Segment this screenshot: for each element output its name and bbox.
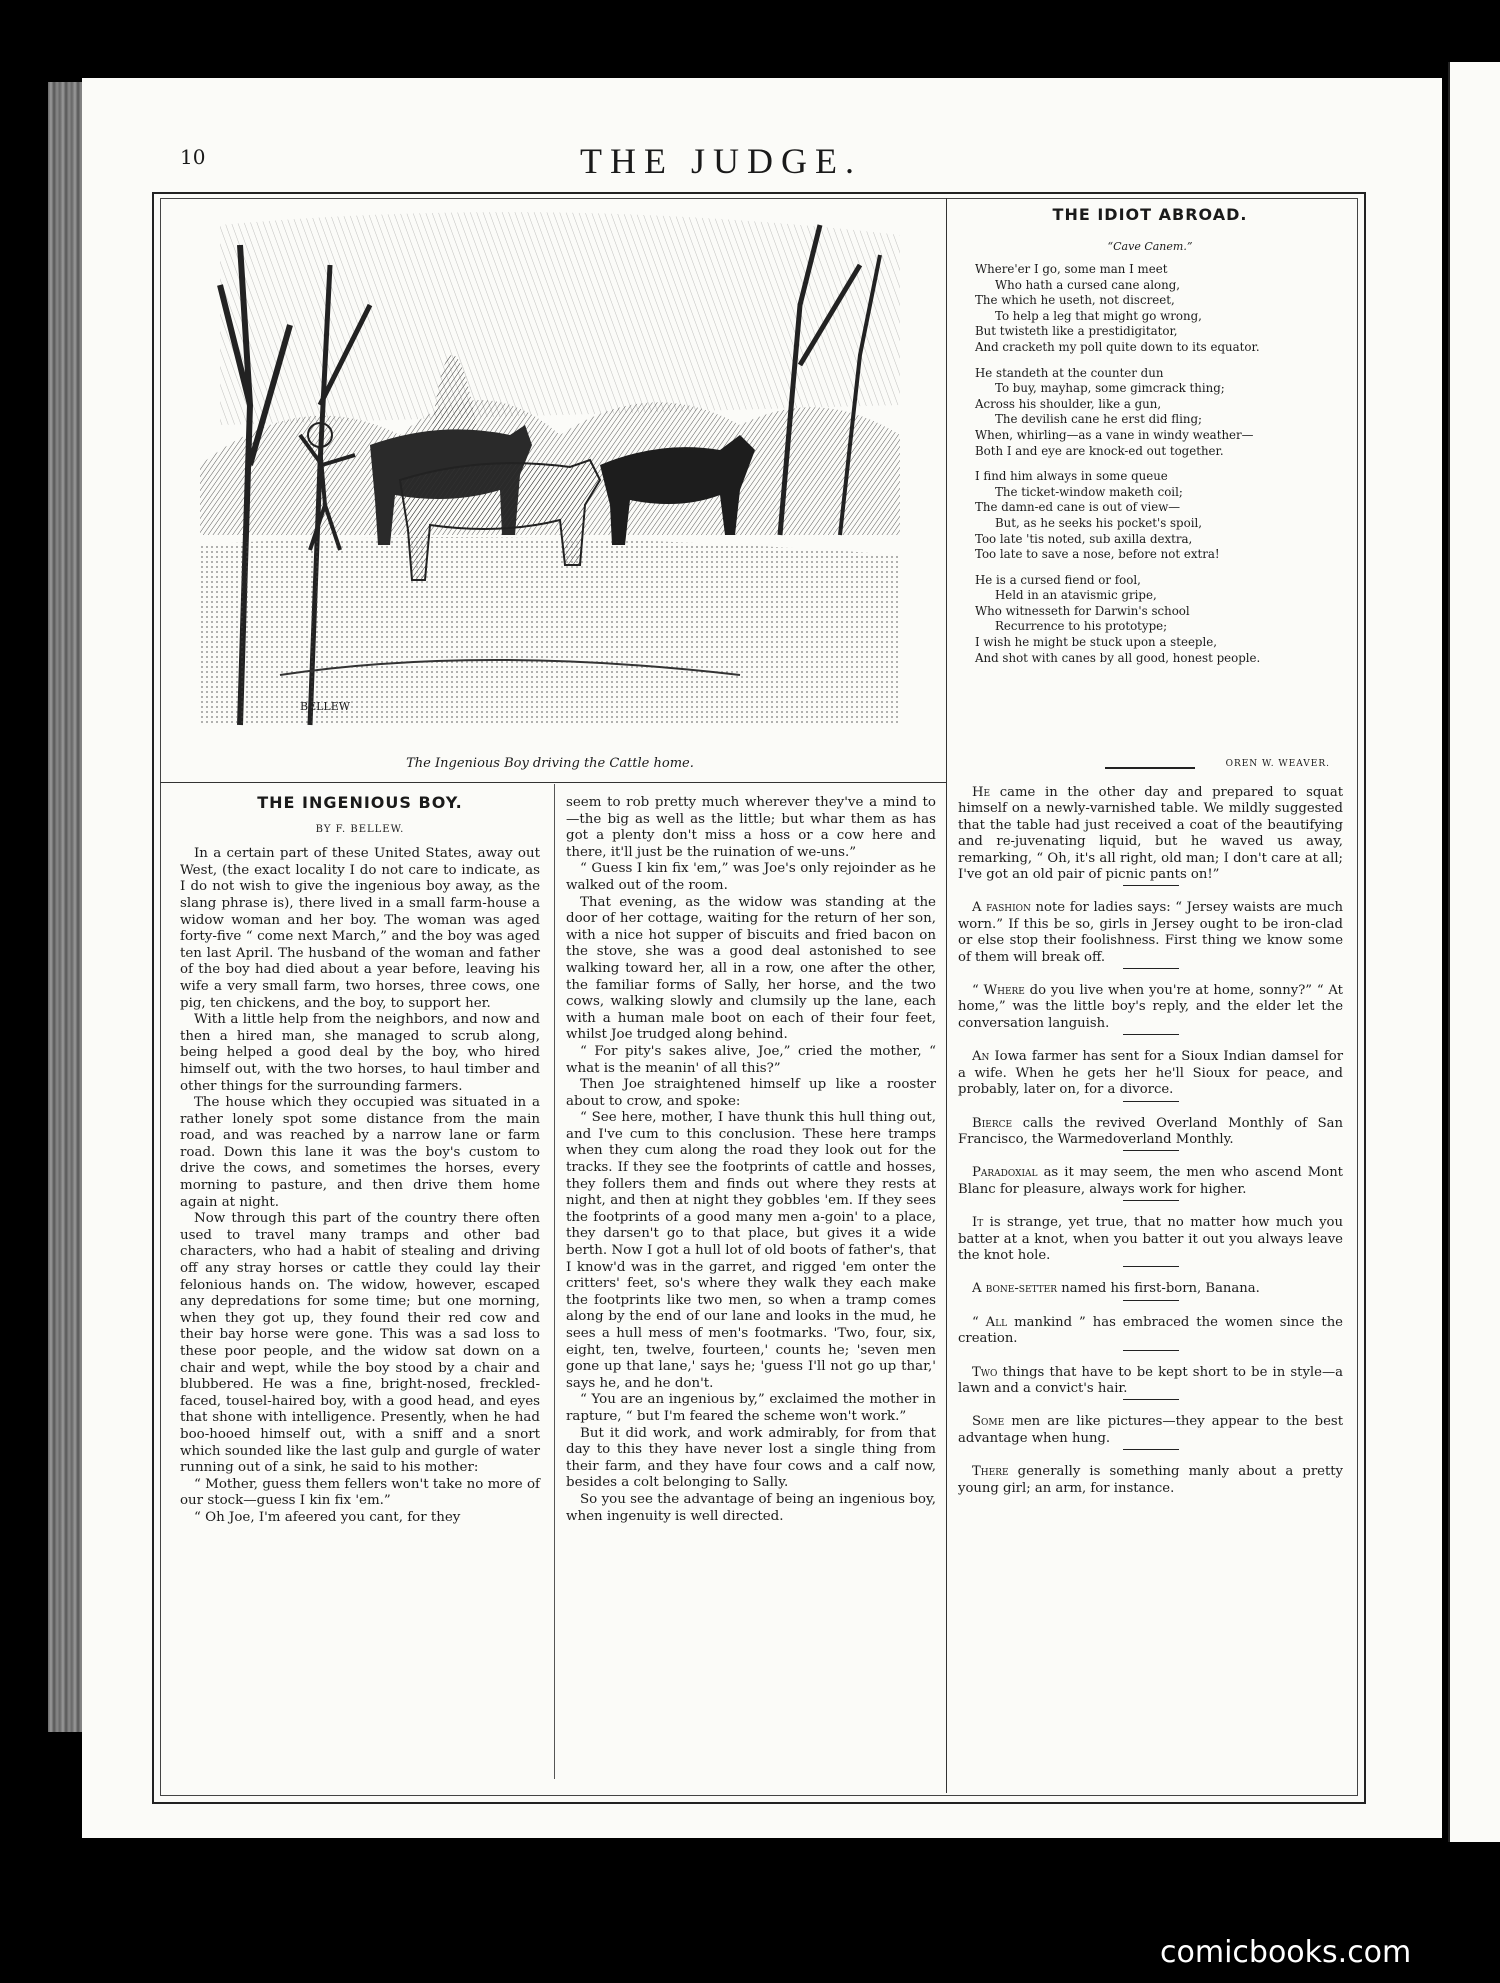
short-paragraph: A fashion note for ladies says: “ Jersey waists are much worn.” If this be so, girls in Jersey ought to be iron-clad or else stop their foolishness. First thing we know some of them will break off.	[958, 900, 1343, 965]
poem-stanza	[975, 573, 1335, 667]
poem-line: Who hath a cursed cane along,	[995, 277, 1181, 292]
story-paragraph: Now through this part of the country there often used to travel many tramps and other bad characters, who had a habit of stealing and driving off any stray horses or cattle they could lay their felonious hands on. The widow, however, escaped any depredations for some time; but one morning, when they got up, they found their red cow and their bay horse were gone. This was a sad loss to these poor people, and the widow sat down on a chair and wept, while the boy stood by a chair and blubbered. He was a fine, bright-nosed, freckled-faced, tousel-haired boy, with a good head, and eyes that shone with intelligence. Presently, when he had boo-hooed himself out, with a sniff and a snort which sounded like the last gulp and gurgle of water running out of a sink, he said to his mother:	[180, 1211, 540, 1476]
poem-line: I wish he might be stuck upon a steeple,	[975, 635, 1217, 650]
poem-line: Too late 'tis noted, sub axilla dextra,	[975, 531, 1193, 546]
story-paragraph: “ For pity's sakes alive, Joe,” cried the mother, “ what is the meanin' of all this?”	[566, 1043, 936, 1076]
short-paragraph: There generally is something manly about a pretty young girl; an arm, for instance.	[958, 1464, 1343, 1496]
item-separator	[1123, 885, 1179, 886]
illustration-bottom-rule	[160, 782, 946, 783]
story-paragraph: “ Oh Joe, I'm afeered you cant, for they	[194, 1509, 461, 1525]
poem-stanza	[975, 366, 1335, 460]
poem-line: But, as he seeks his pocket's spoil,	[995, 515, 1202, 530]
short-paragraph: “ Where do you live when you're at home, sonny?” “ At home,” was the little boy's reply, and the elder let the conversation languish.	[958, 983, 1343, 1031]
story-paragraph: Then Joe straightened himself up like a rooster about to crow, and spoke:	[566, 1077, 936, 1109]
poem-author: OREN W. WEAVER.	[1225, 759, 1330, 769]
poem-line: To help a leg that might go wrong,	[995, 308, 1202, 323]
ingenious-boy-byline: BY F. BELLEW.	[315, 823, 405, 835]
short-paragraph: “ All mankind ” has embraced the women since the creation.	[958, 1314, 1343, 1347]
story-paragraph: seem to rob pretty much wherever they've a mind to—the big as well as the little; but whar them as has got a plenty don't miss a hoss or a cow here and there, it'll just be the ruination of we-uns.”	[566, 795, 936, 860]
poem-line: But twisteth like a prestidigitator,	[975, 324, 1178, 339]
story-paragraph: The house which they occupied was situated in a rather lonely spot some distance from the main road, and was reached by a narrow lane or farm road. Down this lane it was the boy's custom to drive the cows, and sometimes the horses, every morning to pasture, and then drive them home again at night.	[180, 1095, 540, 1210]
poem-line: When, whirling—as a vane in windy weather—	[975, 427, 1254, 442]
illustration-caption: The Ingenious Boy driving the Cattle home.	[406, 756, 694, 771]
ingenious-boy-column-1	[180, 795, 540, 1527]
poem-stanza	[975, 469, 1335, 563]
item-separator	[1123, 1449, 1179, 1450]
next-page-edge	[1448, 62, 1500, 1842]
short-paragraph: Paradoxial as it may seem, the men who ascend Mont Blanc for pleasure, always work for higher.	[958, 1165, 1343, 1197]
item-separator	[1123, 1034, 1179, 1035]
short-paragraph: He came in the other day and prepared to squat himself on a newly-varnished table. We mildly suggested that the table had just received a coat of the beautifying and re-juvenating liquid, but he waved us away, remarking, “ Oh, it's all right, old man; I don't care at all; I've got an old pair of picnic pants on!”	[958, 785, 1343, 883]
item-separator	[1123, 1300, 1179, 1301]
item-separator	[1123, 1399, 1179, 1400]
item-separator	[1123, 1350, 1179, 1351]
poem-line: Across his shoulder, like a gun,	[975, 396, 1162, 411]
item-separator	[1123, 968, 1179, 969]
short-paragraph: An Iowa farmer has sent for a Sioux Indian damsel for a wife. When he gets her he'll Sioux for peace, and probably, later on, for a divorce.	[958, 1049, 1343, 1098]
poem-line: Recurrence to his prototype;	[995, 619, 1168, 634]
poem-line: The damn-ed cane is out of view—	[975, 500, 1181, 515]
poem-line: Held in an atavismic gripe,	[995, 588, 1157, 603]
ingenious-boy-title: THE INGENIOUS BOY.	[257, 793, 463, 812]
column-divider-main	[946, 198, 947, 1793]
story-paragraph: “ Mother, guess them fellers won't take no more of our stock—guess I kin fix 'em.”	[180, 1476, 540, 1509]
item-separator	[1123, 1266, 1179, 1267]
short-paragraph: Some men are like pictures—they appear to the best advantage when hung.	[958, 1414, 1343, 1446]
poem-line: He is a cursed fiend or fool,	[975, 572, 1141, 587]
poem-line: Where'er I go, some man I meet	[975, 262, 1168, 276]
poem-line: He standeth at the counter dun	[975, 365, 1164, 380]
short-paragraph: Two things that have to be kept short to be in style—a lawn and a convict's hair.	[958, 1364, 1343, 1396]
poem-line: The ticket-window maketh coil;	[995, 484, 1183, 499]
column-divider-story	[554, 784, 555, 1779]
short-paragraph: Bierce calls the revived Overland Monthly of San Francisco, the Warmedoverland Monthly.	[958, 1115, 1343, 1147]
poem-line: And cracketh my poll quite down to its equator.	[975, 339, 1260, 354]
poem-stanza	[975, 262, 1335, 356]
item-separator	[1123, 1200, 1179, 1201]
book-binding	[48, 82, 86, 1732]
short-paragraph: A bone-setter named his first-born, Banana.	[972, 1281, 1260, 1297]
poem-line: The devilish cane he erst did fling;	[995, 412, 1202, 427]
site-watermark: comicbooks.com	[1160, 1935, 1412, 1970]
story-paragraph: With a little help from the neighbors, and now and then a hired man, she managed to scrub along, being helped a good deal by the boy, who hired himself out, with the two horses, to haul timber and other things for the surrounding farmers.	[180, 1012, 540, 1094]
cattle-engraving-illustration	[180, 205, 920, 745]
short-items-column	[958, 785, 1343, 1497]
poem-line: The which he useth, not discreet,	[975, 293, 1175, 308]
story-paragraph: That evening, as the widow was standing at the door of her cottage, waiting for the return of her son, with a nice hot supper of biscuits and fried bacon on the stove, she was a good deal astonished to see walking toward her, all in a row, one after the other, the familiar forms of Sally, her horse, and the two cows, walking slowly and clumsily up the lane, each with a human male boot on each of their four feet, whilst Joe trudged along behind.	[566, 894, 936, 1043]
poem-line: And shot with canes by all good, honest people.	[975, 650, 1261, 665]
idiot-abroad-poem	[975, 262, 1335, 676]
short-paragraph: It is strange, yet true, that no matter how much you batter at a knot, when you batter it out you always leave the knot hole.	[958, 1215, 1343, 1263]
item-separator	[1123, 1150, 1179, 1151]
story-paragraph: “ You are an ingenious by,” exclaimed the mother in rapture, “ but I'm feared the scheme won't work.”	[566, 1392, 936, 1424]
poem-line: Who witnesseth for Darwin's school	[975, 603, 1190, 618]
story-paragraph: “ See here, mother, I have thunk this hull thing out, and I've cum to this conclusion. These here tramps when they cum along the road they look out for the tracks. If they see the footprints of cattle and hosses, they follers them and finds out where they rests at night, and then at night they gobbles 'em. If they sees the footprints of a good many men a-goin' to a place, they darsen't go to that place, but gives it a wide berth. Now I got a hull lot of old boots of father's, that I know'd was in the garret, and rigged 'em onter the critters' feet, so's where they walk they each make the footprints like two men, so when a tramp comes along by the end of our lane and looks in the mud, he sees a hull mess of men's footmarks. 'Two, four, six, eight, ten, twelve, fourteen,' counts he; 'seven men gone up that lane,' says he; 'guess I'll not go up thar,' says he, and he don't.	[566, 1110, 936, 1391]
poem-line: I find him always in some queue	[975, 469, 1168, 484]
story-paragraph: In a certain part of these United States, away out West, (the exact locality I do not care to indicate, as I do not wish to give the ingenious boy away, as the slang phrase is), there lived in a small farm-house a widow woman and her boy. The woman was aged forty-five “ come next March,” and the boy was aged ten last April. The husband of the woman and father of the boy had died about a year before, leaving his wife a very small farm, two horses, three cows, one pig, ten chickens, and the boy, to support her.	[180, 846, 540, 1011]
story-paragraph: “ Guess I kin fix 'em,” was Joe's only rejoinder as he walked out of the room.	[566, 861, 936, 893]
illustration-signature: BELLEW	[300, 700, 351, 713]
masthead-title: THE JUDGE.	[580, 141, 862, 181]
poem-line: To buy, mayhap, some gimcrack thing;	[995, 381, 1225, 396]
page-number: 10	[180, 145, 206, 169]
poem-line: Too late to save a nose, before not extra!	[975, 547, 1220, 562]
item-separator	[1123, 1101, 1179, 1102]
poem-line: Both I and eye are knock-ed out together.	[975, 443, 1224, 458]
ingenious-boy-column-2	[566, 795, 936, 1525]
story-paragraph: But it did work, and work admirably, for from that day to this they have never lost a single thing from their farm, and they have four cows and a calf now, besides a colt belonging to Sally.	[566, 1425, 936, 1491]
poem-epigraph: “Cave Canem.”	[1107, 240, 1193, 253]
idiot-abroad-title: THE IDIOT ABROAD.	[1052, 205, 1248, 224]
story-paragraph: So you see the advantage of being an ingenious boy, when ingenuity is well directed.	[566, 1491, 936, 1524]
